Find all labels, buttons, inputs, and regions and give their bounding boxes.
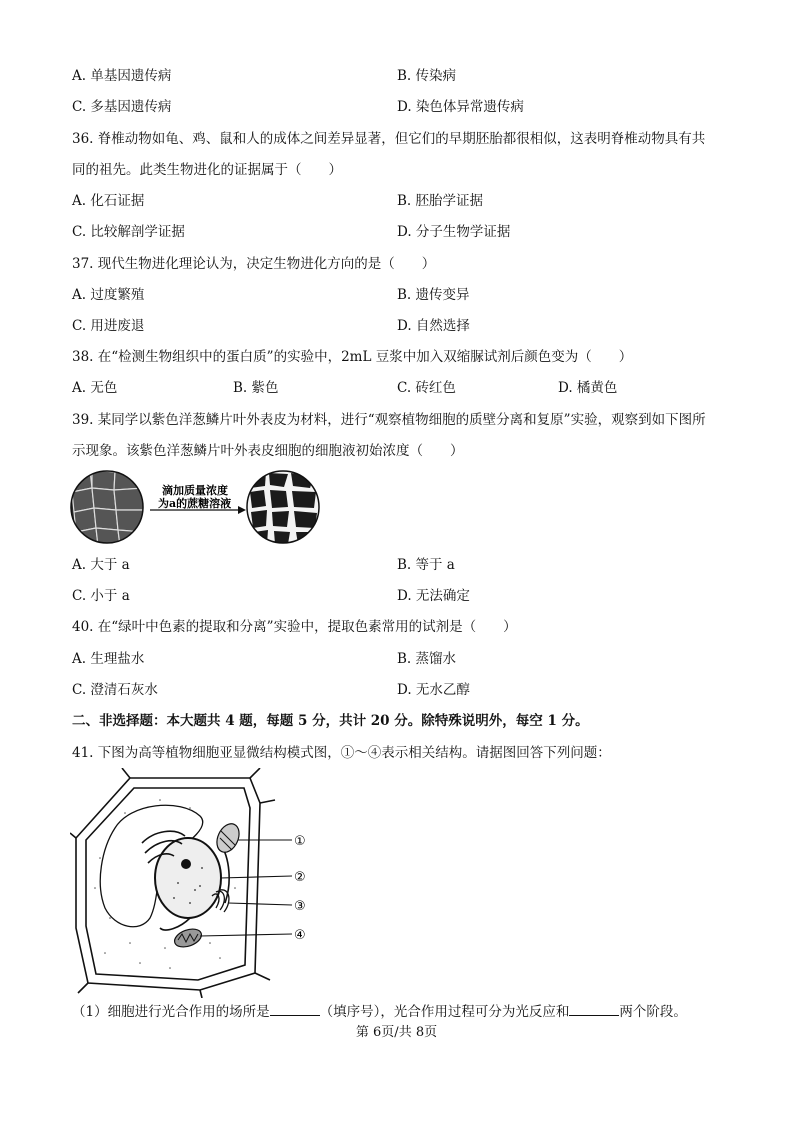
- chloroplast-structure-1: [213, 820, 244, 856]
- figure-label-line2: 为a的蔗糖溶液: [158, 497, 232, 510]
- label-4: ④: [294, 928, 306, 943]
- plasmolyzed-cells-micrograph: [247, 471, 319, 544]
- q41-sub1-part3: 两个阶段。: [619, 1004, 687, 1020]
- q38-option-c: C. 砖红色: [397, 380, 456, 396]
- q36-option-d: D. 分子生物学证据: [397, 224, 511, 240]
- q39-stem-line2: 示现象。该紫色洋葱鳞片叶外表皮细胞的细胞液初始浓度（ ）: [72, 443, 464, 459]
- q37-option-b: B. 遗传变异: [397, 287, 470, 303]
- q36-stem-line2: 同的祖先。此类生物进化的证据属于（ ）: [72, 162, 342, 178]
- page-footer: 第 6页/共 8页: [355, 1025, 438, 1040]
- q37-option-a: A. 过度繁殖: [72, 287, 145, 303]
- q41-sub1-part1: （1）细胞进行光合作用的场所是: [72, 1004, 270, 1020]
- nucleus: [155, 838, 221, 918]
- prev-option-c: C. 多基因遗传病: [72, 99, 172, 115]
- label-2: ②: [294, 870, 306, 885]
- q37-stem: 37. 现代生物进化理论认为，决定生物进化方向的是（ ）: [72, 256, 436, 272]
- q36-option-a: A. 化石证据: [72, 193, 145, 209]
- answer-blank-1[interactable]: [270, 1001, 320, 1016]
- q39-option-b: B. 等于 a: [397, 557, 455, 573]
- q41-sub1-part2: （填序号），光合作用过程可分为光反应和: [319, 1004, 570, 1020]
- q36-option-b: B. 胚胎学证据: [397, 193, 484, 209]
- q40-option-a: A. 生理盐水: [72, 651, 145, 667]
- q39-option-d: D. 无法确定: [397, 588, 470, 604]
- prev-option-b: B. 传染病: [397, 68, 457, 84]
- plant-cell-diagram: [70, 768, 320, 998]
- q37-option-d: D. 自然选择: [397, 318, 470, 334]
- q39-stem-line1: 39. 某同学以紫色洋葱鳞片叶外表皮为材料，进行“观察植物细胞的质壁分离和复原”实验，观察到如下图所: [72, 412, 706, 428]
- section-2-heading: 二、非选择题：本大题共 4 题，每题 5 分，共计 20 分。除特殊说明外，每空 1 分。: [72, 713, 589, 729]
- label-3: ③: [294, 899, 306, 914]
- q41-sub1: [72, 1001, 687, 1022]
- q36-option-c: C. 比较解剖学证据: [72, 224, 185, 240]
- normal-cells-micrograph: [70, 470, 144, 546]
- prev-option-a: A. 单基因遗传病: [72, 68, 172, 84]
- q38-option-a: A. 无色: [72, 380, 118, 396]
- q40-option-d: D. 无水乙醇: [397, 682, 470, 698]
- q40-stem: 40. 在“绿叶中色素的提取和分离”实验中，提取色素常用的试剂是（ ）: [72, 619, 517, 635]
- q36-stem-line1: 36. 脊椎动物如龟、鸡、鼠和人的成体之间差异显著，但它们的早期胚胎都很相似，这表明脊椎动物具有共: [72, 131, 706, 147]
- figure-label-line1: 滴加质量浓度: [162, 484, 228, 497]
- label-1: ①: [294, 834, 306, 849]
- q39-option-c: C. 小于 a: [72, 588, 130, 604]
- mitochondrion-structure-4: [172, 926, 204, 951]
- q41-stem: 41. 下图为高等植物细胞亚显微结构模式图，①～④表示相关结构。请据图回答下列问题：: [72, 745, 611, 761]
- q38-stem: 38. 在“检测生物组织中的蛋白质”的实验中，2mL 豆浆中加入双缩脲试剂后颜色变为（ ）: [72, 349, 633, 365]
- prev-option-d: D. 染色体异常遗传病: [397, 99, 524, 115]
- q40-option-c: C. 澄清石灰水: [72, 682, 158, 698]
- q38-option-b: B. 紫色: [233, 380, 279, 396]
- q37-option-c: C. 用进废退: [72, 318, 145, 334]
- answer-blank-2[interactable]: [569, 1001, 619, 1016]
- q38-option-d: D. 橘黄色: [558, 380, 618, 396]
- q40-option-b: B. 蒸馏水: [397, 651, 457, 667]
- q39-option-a: A. 大于 a: [72, 557, 130, 573]
- q39-plasmolysis-figure: [70, 470, 325, 550]
